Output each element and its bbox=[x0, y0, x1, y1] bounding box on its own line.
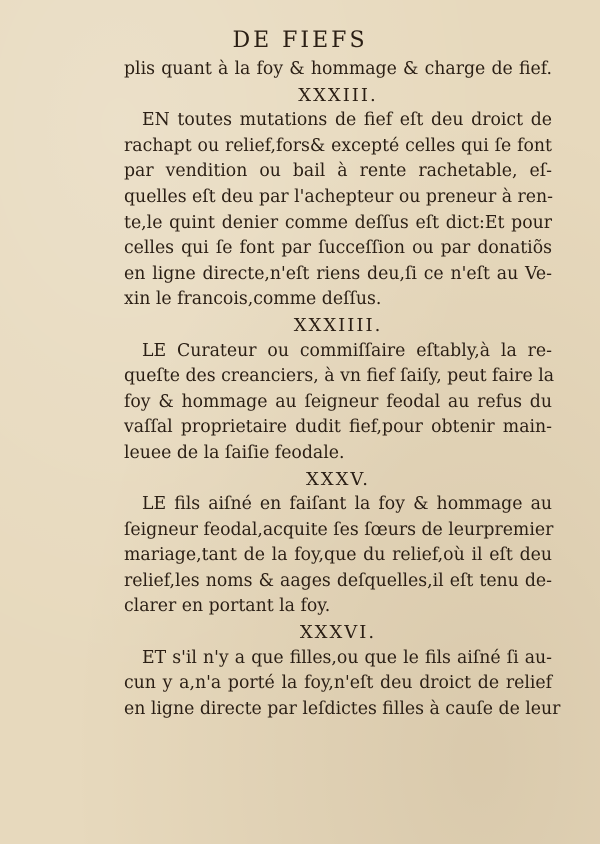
paragraph-first-line: LE Curateur ou commiſſaire eſtably,à la re- bbox=[142, 340, 552, 361]
text-line: mariage,tant de la foy,que du relief,où il eſt deu bbox=[124, 545, 552, 566]
paragraph-first-line: LE fils aiſné en faiſant la foy & hommage au bbox=[142, 494, 552, 515]
paragraph-last-line: leuee de la ſaiſie feodale. bbox=[124, 442, 345, 463]
text-line: en ligne directe,n'eſt riens deu,ſi ce n'eſt au Ve- bbox=[124, 263, 552, 284]
paragraph-last-line: clarer en portant la foy. bbox=[124, 596, 331, 617]
section-number: XXXIII. bbox=[298, 84, 378, 106]
text-line: plis quant à la foy & hommage & charge de fief. bbox=[124, 59, 552, 79]
text-line: par vendition ou bail à rente rachetable, eſ- bbox=[124, 161, 552, 182]
text-line: ſeigneur feodal,acquite ſes ſœurs de leurpremier bbox=[124, 519, 554, 540]
text-line: te,le quint denier comme deſſus eſt dict:Et pour bbox=[124, 212, 552, 233]
text-line: celles qui ſe font par ſucceſſion ou par donatiõs bbox=[124, 238, 552, 259]
paragraph-first-line: EN toutes mutations de fief eſt deu droict de bbox=[142, 110, 552, 131]
text-line: rachapt ou relief,fors& excepté celles qui ſe font bbox=[124, 135, 552, 156]
text-line: relief,les noms & aages deſquelles,il eſt tenu de- bbox=[124, 570, 552, 591]
section-number: XXXVI. bbox=[299, 622, 377, 644]
section-number: XXXV. bbox=[305, 468, 371, 490]
text-line: quelles eſt deu par l'achepteur ou preneur à ren- bbox=[124, 186, 553, 207]
text-block bbox=[124, 57, 561, 722]
text-line: queſte des creanciers, à vn fief ſaiſy, peut faire la bbox=[124, 366, 555, 387]
paragraph-last-line: xin le francois,comme deſſus. bbox=[124, 289, 382, 310]
section-number: XXXIIII. bbox=[293, 314, 383, 336]
running-head: DE FIEFS bbox=[232, 28, 368, 53]
paragraph-first-line: ET s'il n'y a que filles,ou que le fils aiſné ſi au- bbox=[142, 647, 552, 668]
text-line: cun y a,n'a porté la foy,n'eſt deu droict de relief bbox=[124, 673, 552, 694]
text-line: foy & hommage au ſeigneur feodal au refus du bbox=[124, 391, 552, 412]
text-line: en ligne directe par leſdictes filles à cauſe de leur bbox=[124, 698, 561, 719]
text-line: vaſſal proprietaire dudit fief,pour obtenir main- bbox=[124, 417, 552, 438]
